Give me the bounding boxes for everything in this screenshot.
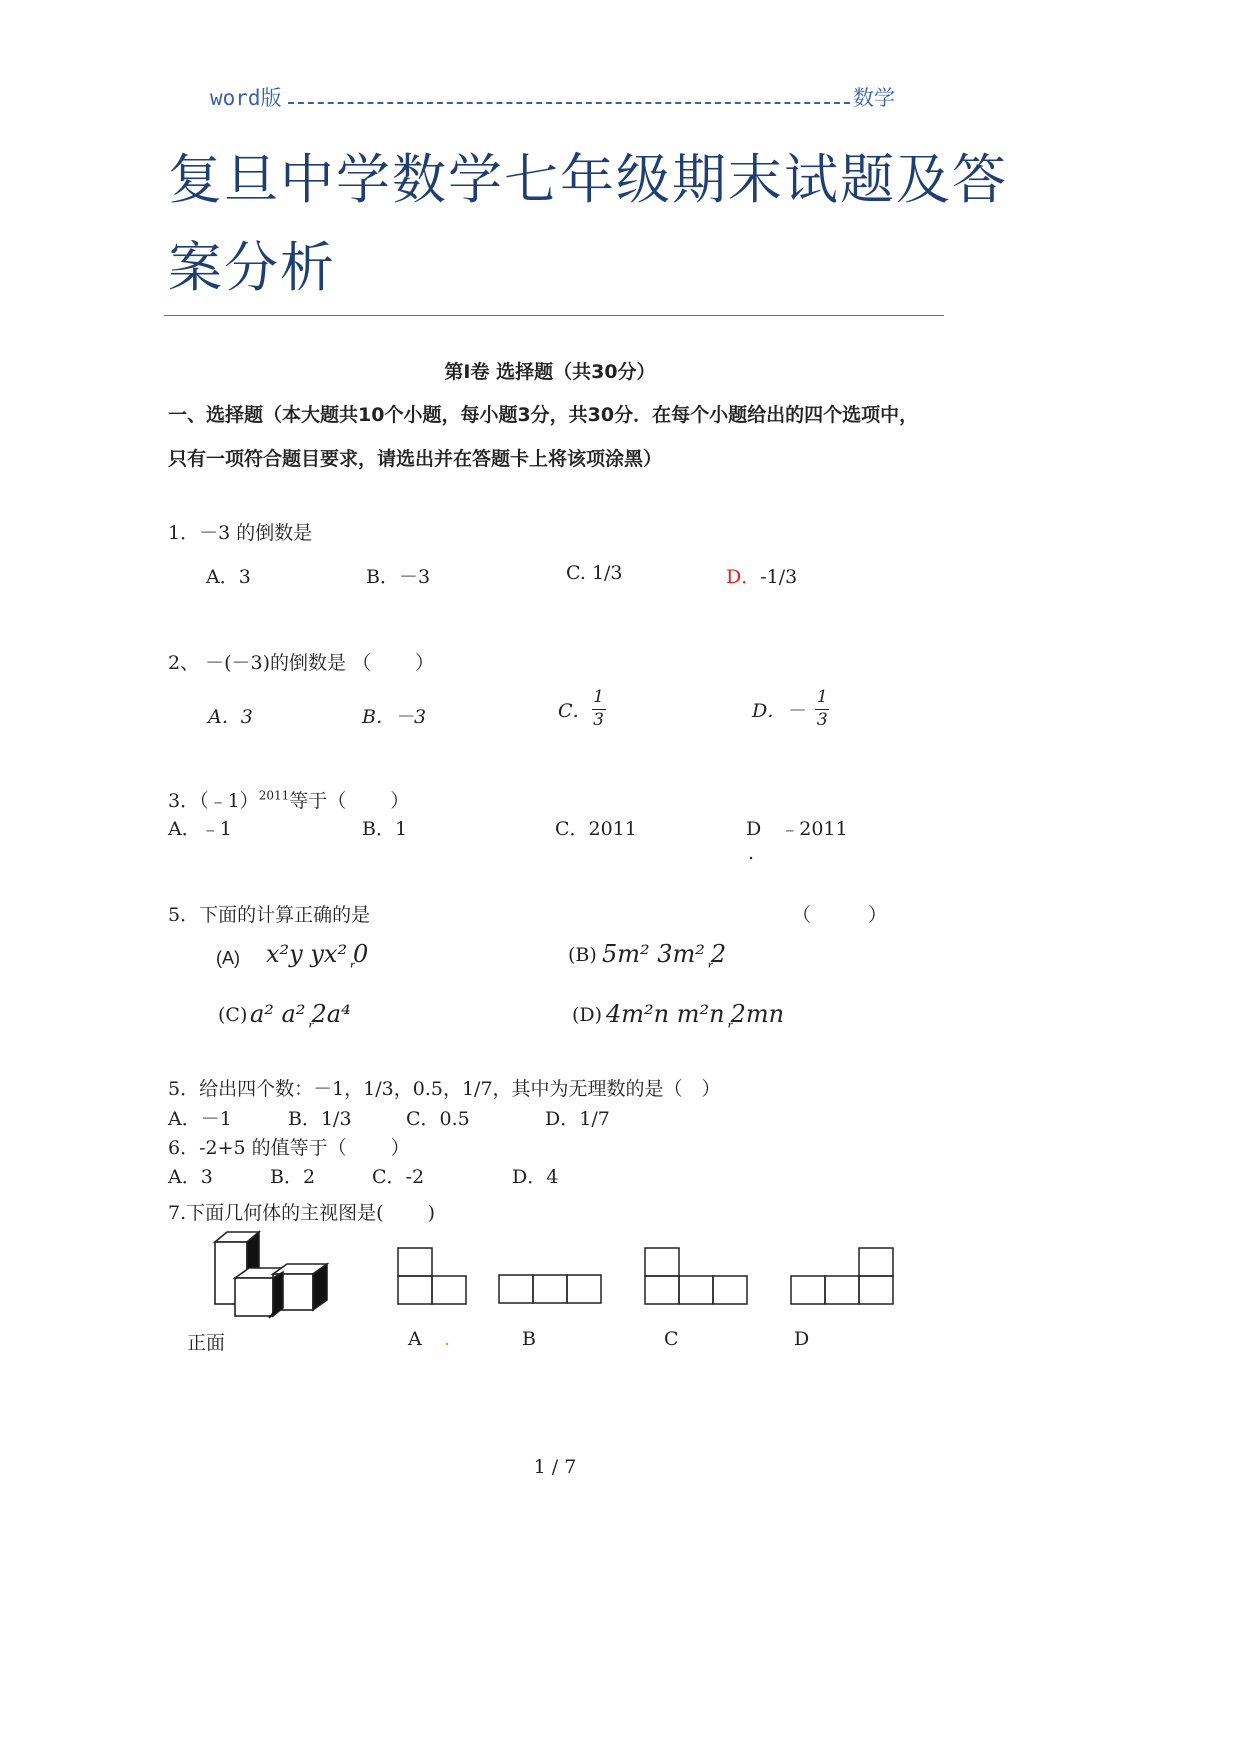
- q5a-option-b-label: (B): [568, 944, 597, 966]
- q7-option-c-figure: [644, 1247, 750, 1307]
- q6-option-a: A．3: [168, 1166, 213, 1188]
- q2-option-c-letter: C．: [558, 699, 592, 722]
- q1-option-a: A．3: [206, 566, 251, 588]
- page-number: 1 / 7: [533, 1456, 577, 1478]
- q7-option-d-label: D: [794, 1328, 810, 1350]
- q6-option-d: D．4: [512, 1166, 559, 1188]
- q7-solid-figure: [205, 1228, 335, 1323]
- document-title-line2: 案分析: [168, 236, 336, 299]
- q5a-option-a-label: (A): [216, 948, 240, 968]
- q7-front-label: 正面: [187, 1332, 226, 1354]
- frac-num: 1: [816, 687, 828, 707]
- q1-stem: 1．－3 的倒数是: [168, 522, 313, 544]
- q1-option-c: C. 1/3: [566, 562, 623, 584]
- q2-option-c: [558, 688, 606, 730]
- frac-num: 1: [593, 687, 604, 707]
- q5a-option-d-expr: 4m²n m²n ᷊2mn: [606, 1000, 785, 1028]
- q3-option-c: C．2011: [555, 818, 637, 840]
- header-right: 数学: [853, 86, 895, 110]
- q6-stem: 6．-2+5 的值等于（ ）: [168, 1137, 410, 1159]
- q6-option-c: C．-2: [372, 1166, 425, 1188]
- q2-option-d-letter: D．－: [752, 699, 806, 722]
- section-instructions-1: 一、选择题（本大题共10个小题，每小题3分，共30分．在每个小题给出的四个选项中，: [168, 404, 919, 426]
- q3-option-b: B．1: [362, 818, 408, 840]
- q2-option-d: [752, 688, 829, 730]
- q2-option-c-fraction: [592, 688, 606, 730]
- title-rule: [164, 315, 944, 316]
- section-heading: 第Ⅰ卷 选择题（共30分）: [444, 361, 656, 383]
- q1-option-d: [726, 562, 797, 589]
- q5b-option-c: C．0.5: [406, 1108, 470, 1130]
- q5b-option-d: D．1/7: [545, 1108, 610, 1130]
- q3-option-d-dot: .: [748, 842, 755, 864]
- q3-stem-rest: 等于（ ）: [289, 790, 410, 812]
- q1-option-b: B．－3: [366, 566, 431, 588]
- q5a-option-d-label: (D): [572, 1004, 603, 1026]
- q5a-option-a-expr: x²y yx² ᷊0: [266, 940, 369, 968]
- q5a-option-c-expr: a² a² ᷊2a⁴: [250, 1000, 351, 1028]
- header-dashed-rule: [288, 102, 850, 104]
- q7-option-c-label: C: [664, 1328, 679, 1350]
- q2-option-b: B．－3: [362, 706, 427, 728]
- q1-answer-letter: D．: [726, 566, 761, 588]
- q5a-stem: 5．下面的计算正确的是: [168, 904, 371, 926]
- frac-den: 3: [816, 709, 828, 730]
- q3-option-d: D ﹣2011: [746, 818, 848, 840]
- q2-stem: 2、 －(－3)的倒数是 （ ）: [168, 652, 435, 674]
- q3-stem-base: 3．（﹣1）: [168, 790, 259, 812]
- document-title-line1: 复旦中学数学七年级期末试题及答: [168, 148, 1008, 211]
- q6-option-b: B．2: [270, 1166, 316, 1188]
- q5b-option-b: B．1/3: [288, 1108, 352, 1130]
- q3-option-a: A．﹣1: [168, 818, 232, 840]
- q7-option-b-label: B: [522, 1328, 536, 1350]
- q5a-option-c-label: (C): [218, 1004, 248, 1026]
- q5b-stem: 5．给出四个数：－1，1/3，0.5，1/7，其中为无理数的是（ ）: [168, 1078, 721, 1100]
- section-instructions-2: 只有一项符合题目要求，请选出并在答题卡上将该项涂黑）: [168, 448, 663, 470]
- q7-option-a-dot: .: [444, 1328, 451, 1350]
- frac-den: 3: [593, 709, 604, 730]
- q7-option-a-figure: [397, 1247, 469, 1307]
- q7-stem: 7.下面几何体的主视图是( ): [168, 1202, 435, 1224]
- q7-option-d-figure: [790, 1247, 896, 1307]
- q2-option-d-fraction: [815, 688, 829, 730]
- q5a-answer-paren: （ ）: [792, 904, 888, 926]
- q5b-option-a: A．－1: [168, 1108, 232, 1130]
- q1-option-d-text: -1/3: [760, 566, 798, 588]
- q3-stem: [168, 786, 409, 813]
- header-left: word版: [210, 86, 282, 110]
- q2-option-a: A．3: [208, 706, 253, 728]
- q7-option-a-label: A: [408, 1328, 422, 1350]
- q5a-option-b-expr: 5m² 3m² ᷊2: [602, 940, 727, 968]
- q7-option-b-figure: [498, 1274, 604, 1306]
- q3-stem-exponent: 2011: [258, 788, 290, 803]
